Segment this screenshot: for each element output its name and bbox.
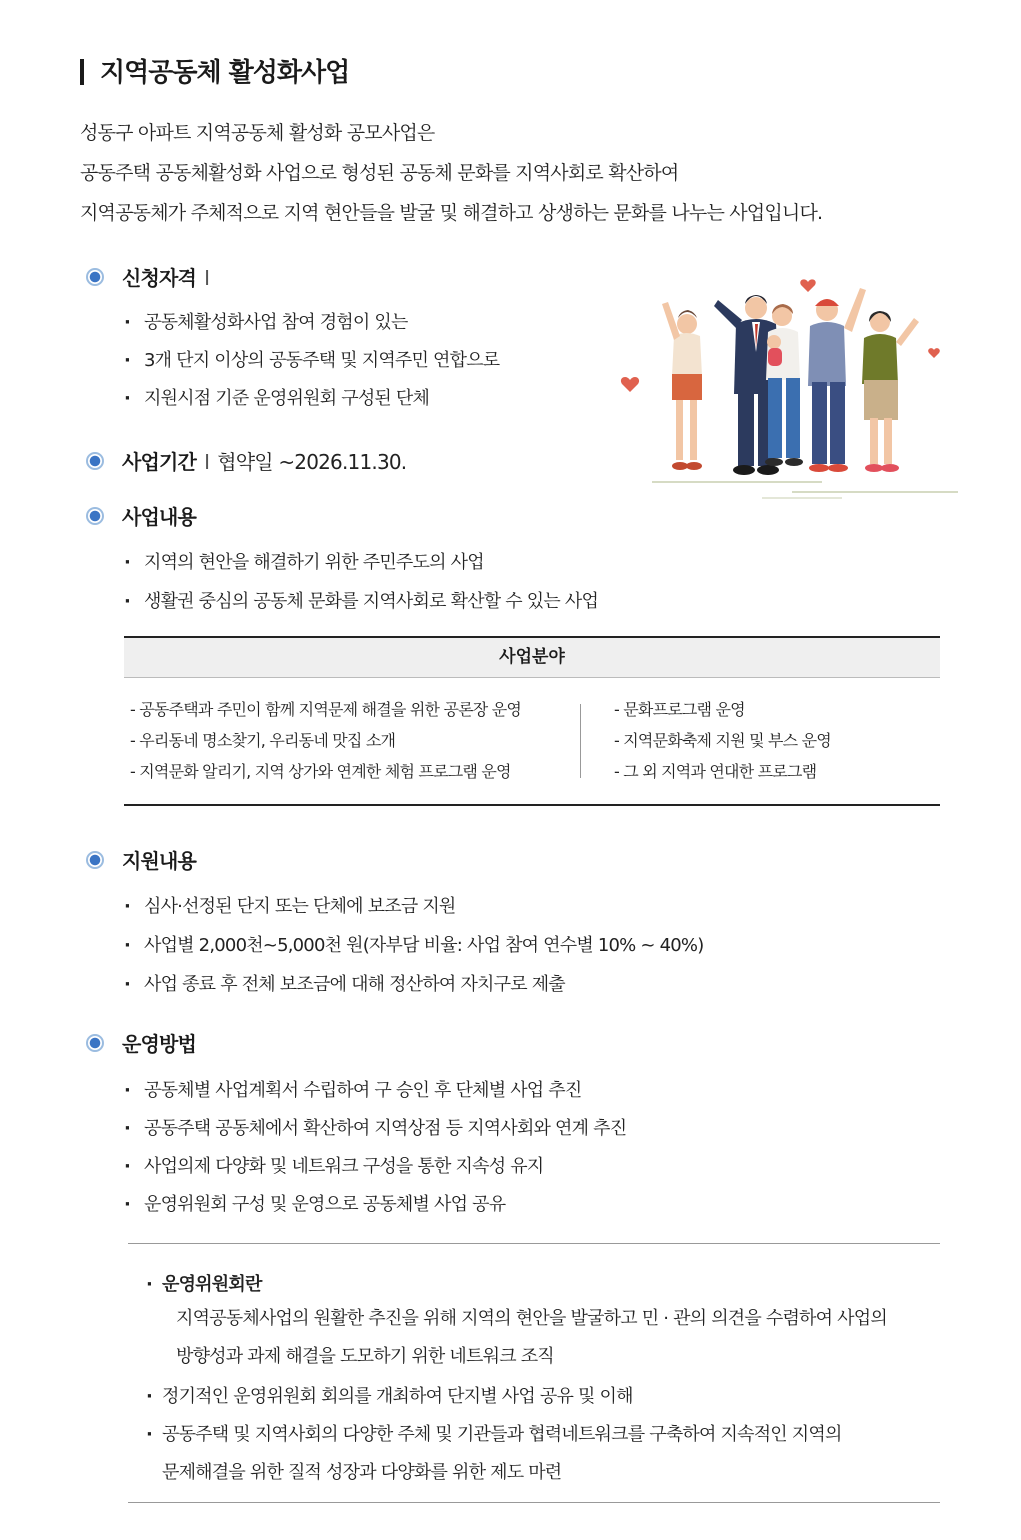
- circle-bullet-icon: [86, 268, 104, 286]
- section-title: 지원내용: [122, 849, 197, 873]
- committee-item-continuation: 문제해결을 위한 질적 성장과 다양화를 위한 제도 마련: [162, 1462, 562, 1483]
- circle-bullet-icon: [86, 851, 104, 869]
- person-figure: [862, 311, 919, 472]
- section-support-heading: [86, 845, 196, 874]
- bullet-dot: ·: [124, 1194, 131, 1215]
- list-item: [124, 892, 703, 931]
- committee-heading: [146, 1270, 262, 1296]
- intro: [80, 113, 960, 233]
- bullet-dot: ·: [124, 350, 131, 371]
- support-list: [124, 892, 703, 1009]
- list-item: [124, 970, 703, 1009]
- bullet-dot: ·: [146, 1386, 153, 1407]
- list-item: [124, 548, 598, 587]
- list-item-text: 공동주택 공동체에서 확산하여 지역상점 등 지역사회와 연계 추진: [144, 1118, 627, 1139]
- circle-bullet-icon: [86, 452, 104, 470]
- bullet-dot: ·: [124, 896, 131, 917]
- heart-icon: [621, 377, 639, 392]
- description-line: 지역공동체사업의 원활한 추진을 위해 지역의 현안을 발굴하고 민 · 관의 의견을 수렴하여 사업의: [176, 1308, 887, 1329]
- list-item-text: 운영위원회 구성 및 운영으로 공동체별 사업 공유: [144, 1194, 506, 1215]
- circle-bullet-icon: [86, 1034, 104, 1052]
- content-list: [124, 548, 598, 626]
- bullet-dot: ·: [124, 974, 131, 995]
- list-item-text: 사업별 2,000천~5,000천 원(자부담 비율: 사업 참여 연수별 10% ~ 40%): [144, 935, 704, 956]
- table-cell: - 그 외 지역과 연대한 프로그램: [614, 762, 817, 781]
- separator: I: [204, 450, 210, 474]
- description-line: 방향성과 과제 해결을 도모하기 위한 네트워크 조직: [176, 1346, 554, 1367]
- table-cell: - 지역문화 알리기, 지역 상가와 연계한 체험 프로그램 운영: [130, 762, 511, 781]
- list-item-text: 공동체별 사업계획서 수립하여 구 승인 후 단체별 사업 추진: [144, 1080, 582, 1101]
- section-title: 신청자격: [122, 266, 197, 290]
- table-cell: - 우리동네 명소찾기, 우리동네 맛집 소개: [130, 731, 396, 750]
- list-item-text: 지원시점 기준 운영위원회 구성된 단체: [144, 388, 430, 409]
- section-operation-heading: [86, 1028, 196, 1057]
- person-figure: [662, 302, 702, 470]
- list-item: [124, 931, 703, 970]
- committee-item: [146, 1420, 842, 1446]
- table-header: 사업분야: [124, 636, 940, 678]
- bullet-dot: ·: [124, 1080, 131, 1101]
- community-people-illustration: [612, 262, 962, 510]
- table-left-column: [130, 694, 521, 787]
- list-item: [124, 1152, 626, 1190]
- bullet-dot: ·: [124, 552, 131, 573]
- column-divider: [580, 704, 581, 778]
- table-cell: - 문화프로그램 운영: [614, 700, 745, 719]
- committee-item-text: 공동주택 및 지역사회의 다양한 주체 및 기관들과 협력네트워크를 구축하여 지속적인 지역의: [162, 1424, 842, 1445]
- section-eligibility-heading: [86, 262, 217, 291]
- bullet-dot: ·: [146, 1424, 153, 1445]
- section-period-heading: [86, 446, 406, 475]
- operation-list: [124, 1076, 626, 1228]
- bullet-dot: ·: [124, 1118, 131, 1139]
- section-title: 사업내용: [122, 505, 197, 529]
- intro-line: 공동주택 공동체활성화 사업으로 형성된 공동체 문화를 지역사회로 확산하여: [80, 162, 679, 184]
- section-title: 사업기간: [122, 450, 197, 474]
- list-item: [124, 384, 499, 422]
- list-item-text: 공동체활성화사업 참여 경험이 있는: [144, 312, 408, 333]
- committee-heading-text: 운영위원회란: [162, 1274, 262, 1295]
- committee-item-text: 정기적인 운영위원회 회의를 개최하여 단지별 사업 공유 및 이해: [162, 1386, 633, 1407]
- committee-item: [146, 1382, 633, 1408]
- period-value: 협약일 ~2026.11.30.: [217, 450, 407, 474]
- section-content-heading: [86, 501, 196, 530]
- list-item-text: 심사·선정된 단지 또는 단체에 보조금 지원: [144, 896, 456, 917]
- separator: I: [204, 266, 210, 290]
- intro-line: 지역공동체가 주체적으로 지역 현안들을 발굴 및 해결하고 상생하는 문화를 나누는 사업입니다.: [80, 202, 823, 224]
- list-item-text: 생활권 중심의 공동체 문화를 지역사회로 확산할 수 있는 사업: [144, 591, 599, 612]
- eligibility-list: [124, 308, 499, 422]
- bullet-dot: ·: [146, 1274, 153, 1295]
- bullet-dot: ·: [124, 312, 131, 333]
- list-item-text: 지역의 현안을 해결하기 위한 주민주도의 사업: [144, 552, 484, 573]
- table-cell: - 공동주택과 주민이 함께 지역문제 해결을 위한 공론장 운영: [130, 700, 522, 719]
- committee-description: [176, 1300, 936, 1376]
- table-body: [124, 678, 940, 806]
- table-right-column: [614, 694, 831, 787]
- heart-icon: [800, 279, 815, 292]
- page-title: [80, 52, 349, 89]
- business-field-table: [124, 636, 940, 806]
- list-item: [124, 1114, 626, 1152]
- committee-definition-box: [128, 1243, 940, 1503]
- list-item: [124, 1190, 626, 1228]
- heart-icon: [928, 348, 940, 358]
- list-item: [124, 1076, 626, 1114]
- list-item: [124, 587, 598, 626]
- circle-bullet-icon: [86, 507, 104, 525]
- bullet-dot: ·: [124, 935, 131, 956]
- table-cell: - 지역문화축제 지원 및 부스 운영: [614, 731, 831, 750]
- person-figure: [808, 288, 866, 472]
- page-title-text: 지역공동체 활성화사업: [100, 58, 350, 88]
- bullet-dot: ·: [124, 1156, 131, 1177]
- list-item: [124, 308, 499, 346]
- list-item-text: 3개 단지 이상의 공동주택 및 지역주민 연합으로: [144, 350, 500, 371]
- section-title: 운영방법: [122, 1032, 197, 1056]
- title-bar: [80, 59, 84, 85]
- list-item: [124, 346, 499, 384]
- list-item-text: 사업의제 다양화 및 네트워크 구성을 통한 지속성 유지: [144, 1156, 544, 1177]
- bullet-dot: ·: [124, 388, 131, 409]
- bullet-dot: ·: [124, 591, 131, 612]
- list-item-text: 사업 종료 후 전체 보조금에 대해 정산하여 자치구로 제출: [144, 974, 565, 995]
- intro-line: 성동구 아파트 지역공동체 활성화 공모사업은: [80, 122, 435, 144]
